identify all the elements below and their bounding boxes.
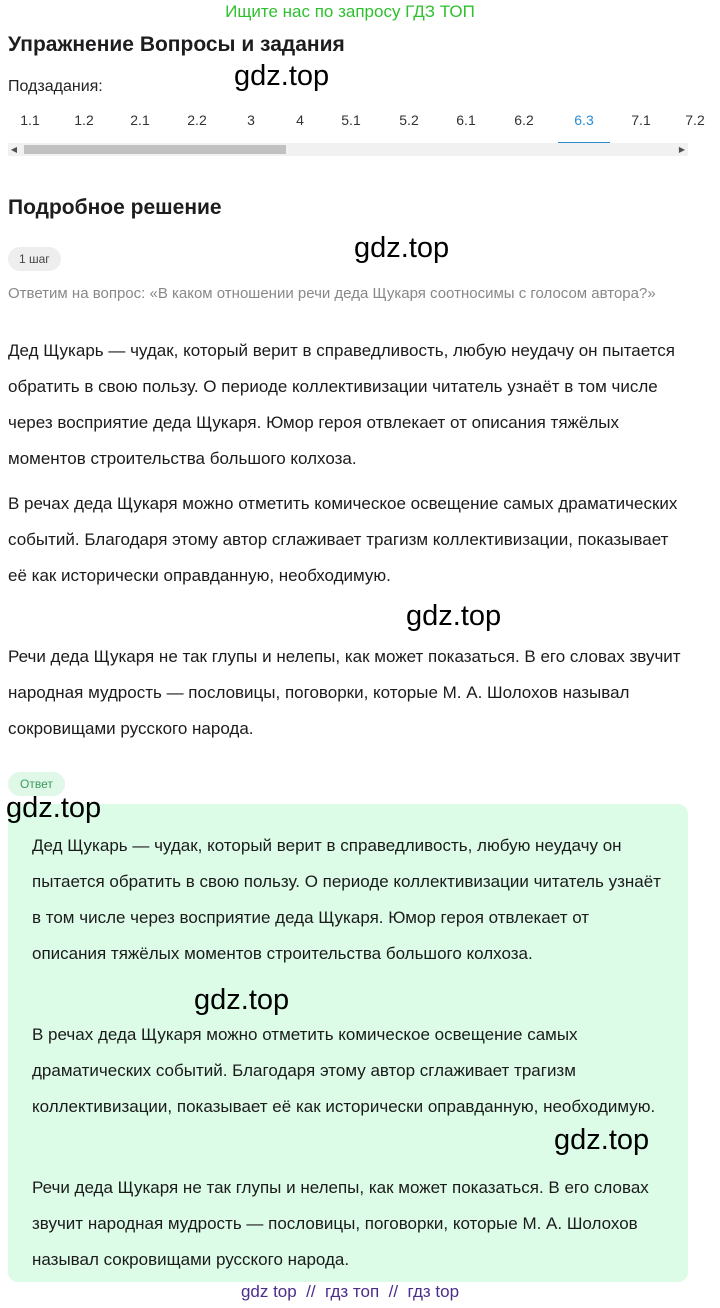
question-text: Ответим на вопрос: «В каком отношении речи деда Щукаря соотносимы с голосом автора?» [8, 285, 656, 302]
footer-links[interactable]: gdz top // гдз топ // гдз top [240, 1282, 460, 1301]
tab-2-1[interactable]: 2.1 [130, 112, 150, 128]
watermark: gdz.top [234, 60, 330, 92]
tab-1-2[interactable]: 1.2 [74, 112, 94, 128]
watermark: gdz.top [354, 232, 450, 264]
subtask-tabs [0, 108, 705, 142]
tab-2-2[interactable]: 2.2 [187, 112, 207, 128]
answer-paragraph-1: Дед Щукарь — чудак, который верит в справедливость, любую неудачу он пытается обратить в свою пользу. О периоде коллективизации читатель узнаёт в том числе через восприятие деда Щукаря. Юмор героя отвлекает от описания тяжёлых моментов строительства большого колхоза. [32, 836, 661, 963]
search-promo-banner: Ищите нас по запросу ГДЗ ТОП [225, 2, 475, 21]
tab-6-2[interactable]: 6.2 [514, 112, 534, 128]
solution-paragraph-1: Дед Щукарь — чудак, который верит в справедливость, любую неудачу он пытается обратить в свою пользу. О периоде коллективизации читатель узнаёт в том числе через восприятие деда Щукаря. Юмор героя отвлекает от описания тяжёлых моментов строительства большого колхоза. [8, 341, 675, 468]
tab-7-2[interactable]: 7.2 [685, 112, 705, 128]
page-title: Упражнение Вопросы и задания [8, 33, 345, 56]
tab-1-1[interactable]: 1.1 [20, 112, 40, 128]
section-title-solution: Подробное решение [8, 196, 222, 219]
watermark: gdz.top [194, 984, 290, 1016]
watermark: gdz.top [406, 600, 502, 632]
watermark: gdz.top [554, 1124, 650, 1156]
tab-5-1[interactable]: 5.1 [341, 112, 361, 128]
answer-badge: Ответ [8, 772, 65, 796]
subtasks-label: Подзадания: [8, 78, 103, 95]
scroll-right-arrow-icon[interactable]: ▶ [678, 145, 686, 154]
tab-6-1[interactable]: 6.1 [456, 112, 476, 128]
scrollbar-thumb[interactable] [24, 145, 286, 154]
tabs-scrollbar[interactable] [8, 143, 688, 156]
solution-paragraph-3: Речи деда Щукаря не так глупы и нелепы, как может показаться. В его словах звучит народная мудрость — пословицы, поговорки, которые М. А. Шолохов называл сокровищами русского народа. [8, 647, 681, 738]
watermark: gdz.top [6, 792, 102, 824]
solution-paragraph-2: В речах деда Щукаря можно отметить комическое освещение самых драматических событий. Благодаря этому автор сглаживает трагизм коллективизации, показывает её как исторически оправданную, необходимую. [8, 494, 678, 585]
tab-6-3[interactable]: 6.3 [559, 112, 609, 142]
scroll-left-arrow-icon[interactable]: ◀ [10, 145, 18, 154]
answer-paragraph-2: В речах деда Щукаря можно отметить комическое освещение самых драматических событий. Благодаря этому автор сглаживает трагизм коллективизации, показывает её как исторически оправданную, необходимую. [32, 1025, 656, 1116]
tab-3[interactable]: 3 [247, 112, 255, 128]
tab-5-2[interactable]: 5.2 [399, 112, 419, 128]
tab-7-1[interactable]: 7.1 [631, 112, 651, 128]
step-badge: 1 шаг [8, 247, 61, 271]
answer-paragraph-3: Речи деда Щукаря не так глупы и нелепы, как может показаться. В его словах звучит народная мудрость — пословицы, поговорки, которые М. А. Шолохов называл сокровищами русского народа. [32, 1178, 649, 1269]
tab-4[interactable]: 4 [296, 112, 304, 128]
